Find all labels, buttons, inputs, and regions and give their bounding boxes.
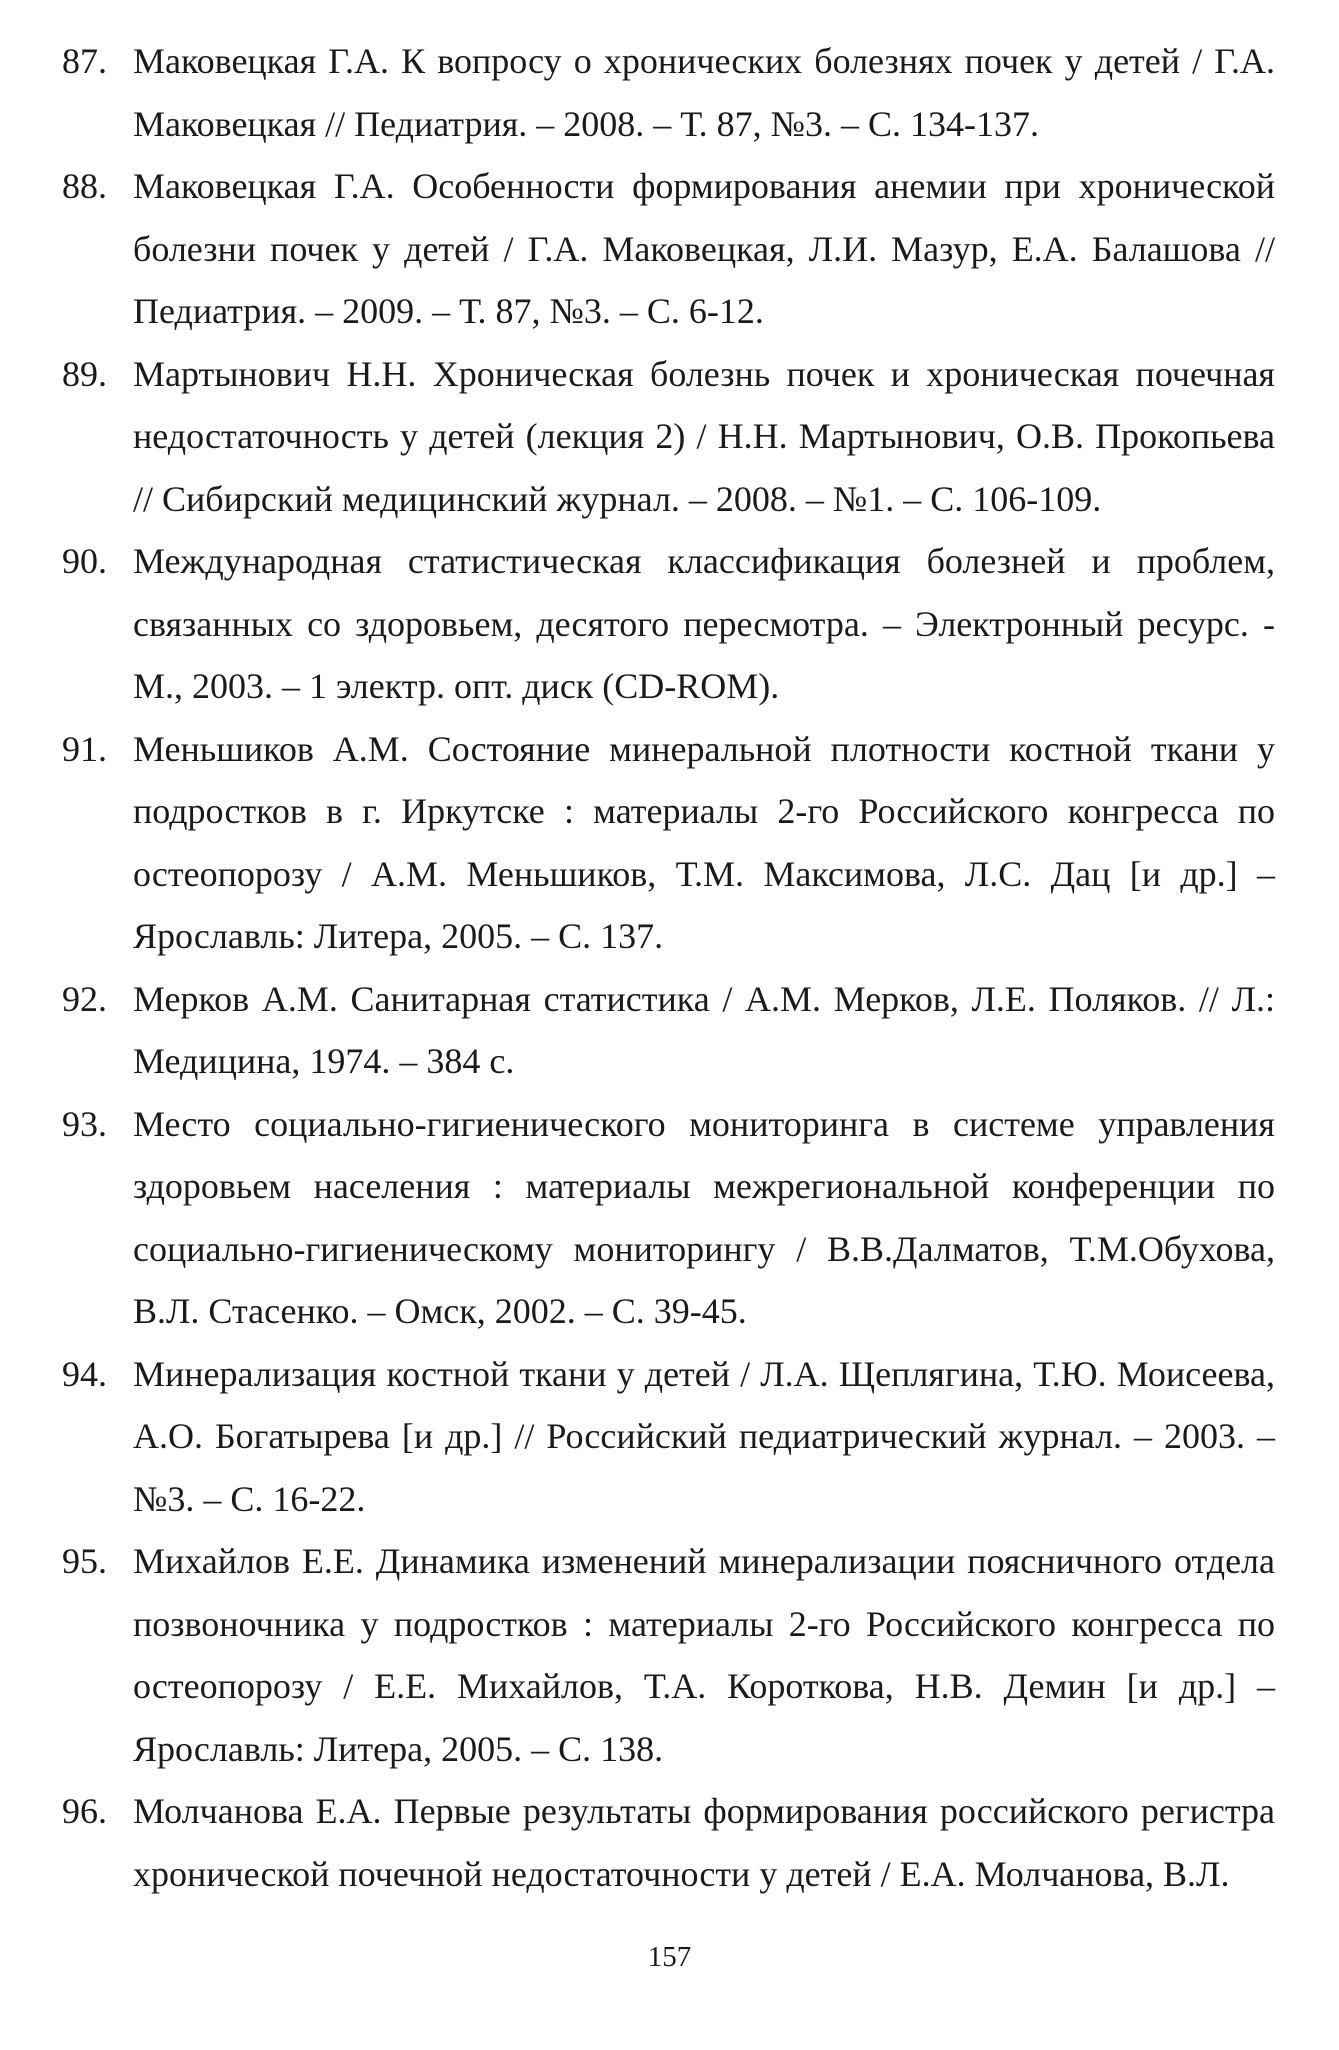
reference-item <box>0 1343 1339 1531</box>
reference-item <box>0 1780 1339 1905</box>
reference-item <box>0 343 1339 531</box>
reference-number: 90. <box>62 541 107 581</box>
reference-item <box>0 968 1339 1093</box>
reference-item <box>0 155 1339 343</box>
reference-number: 95. <box>62 1541 107 1581</box>
reference-number: 87. <box>62 41 107 81</box>
reference-text: Маковецкая Г.А. К вопросу о хронических болезнях почек у детей / Г.А. Маковецкая // Педиатрия. – 2008. – Т. 87, №3. – С. 134-137. <box>133 41 1275 144</box>
reference-number: 96. <box>62 1791 107 1831</box>
reference-text: Международная статистическая классификация болезней и проблем, связанных со здоровьем, десятого пересмотра. – Электронный ресурс. - М., 2003. – 1 электр. опт. диск (CD-ROM). <box>133 541 1275 706</box>
reference-text: Маковецкая Г.А. Особенности формирования анемии при хронической болезни почек у детей / Г.А. Маковецкая, Л.И. Мазур, Е.А. Балашова // Педиатрия. – 2009. – Т. 87, №3. – С. 6-12. <box>133 166 1275 331</box>
reference-number: 92. <box>62 978 107 1019</box>
reference-item <box>0 1093 1339 1343</box>
reference-text: Мерков А.М. Санитарная статистика / А.М. Мерков, Л.Е. Поляков. // Л.: Медицина, 1974. – 384 с. <box>133 978 1275 1081</box>
reference-text: Мартынович Н.Н. Хроническая болезнь почек и хроническая почечная недостаточность у детей (лекция 2) / Н.Н. Мартынович, О.В. Прокопьева // Сибирский медицинский журнал. – 2008. – №1. – С. 106-109. <box>133 353 1275 519</box>
reference-number: 91. <box>62 728 107 769</box>
reference-list <box>0 30 1339 1905</box>
reference-number: 88. <box>62 166 107 206</box>
reference-item <box>0 718 1339 968</box>
reference-text: Минерализация костной ткани у детей / Л.А. Щеплягина, Т.Ю. Моисеева, А.О. Богатырева [и др.] // Российский педиатрический журнал. – 2003. – №3. – С. 16-22. <box>133 1353 1275 1519</box>
reference-item <box>0 1530 1339 1780</box>
reference-item <box>0 30 1339 155</box>
reference-text: Место социально-гигиенического мониторинга в системе управления здоровьем населения : материалы межрегиональной конференции по социально-гигиеническому мониторингу / В.В.Далматов, Т.М.Обухова, В.Л. Стасенко. – Омск, 2002. – С. 39-45. <box>133 1103 1275 1331</box>
reference-text: Меньшиков А.М. Состояние минеральной плотности костной ткани у подростков в г. Иркутске : материалы 2-го Российского конгресса по остеопорозу / А.М. Меньшиков, Т.М. Максимова, Л.С. Дац [и др.] – Ярославль: Литера, 2005. – С. 137. <box>133 728 1275 956</box>
reference-text: Михайлов Е.Е. Динамика изменений минерализации поясничного отдела позвоночника у подростков : материалы 2-го Российского конгресса по остеопорозу / Е.Е. Михайлов, Т.А. Короткова, Н.В. Демин [и др.] – Ярославль: Литера, 2005. – С. 138. <box>133 1541 1275 1769</box>
page-number: 157 <box>647 1941 692 1973</box>
reference-number: 93. <box>62 1103 107 1144</box>
reference-text: Молчанова Е.А. Первые результаты формирования российского регистра хронической почечной недостаточности у детей / Е.А. Молчанова, В.Л. <box>133 1791 1275 1894</box>
reference-item <box>0 530 1339 718</box>
reference-number: 89. <box>62 353 107 394</box>
reference-number: 94. <box>62 1353 107 1394</box>
